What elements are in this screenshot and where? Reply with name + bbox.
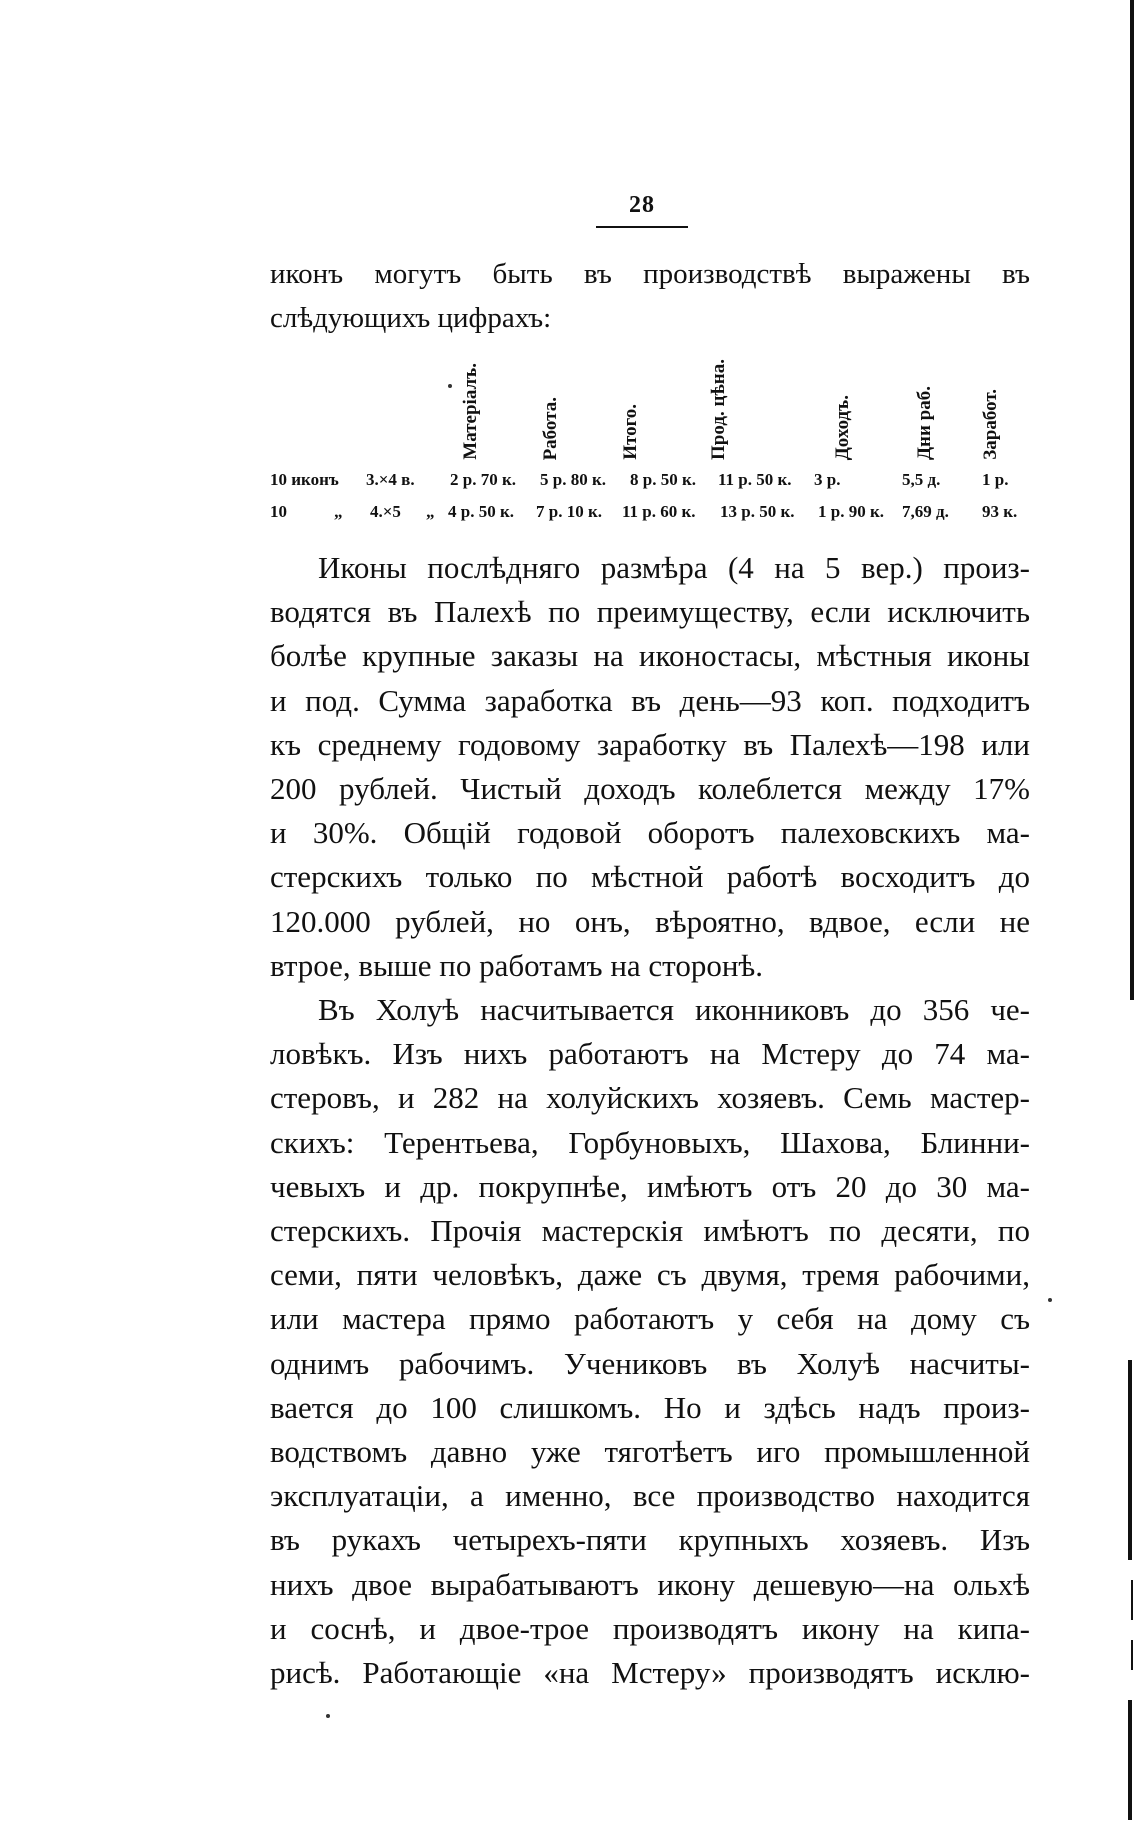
scan-edge-line <box>1131 1640 1133 1670</box>
body-line: къ среднему годовому заработку въ Палехѣ—198 или <box>270 726 1030 762</box>
page-number: 28 <box>629 192 655 218</box>
body-line: вается до 100 слишкомъ. Но и здѣсь надъ произ- <box>270 1389 1030 1425</box>
column-header-work: Работа. <box>540 396 561 460</box>
row-income: 3 р. <box>814 470 841 489</box>
body-line: ловѣкъ. Изъ нихъ работаютъ на Мстеру до 74 ма- <box>270 1036 1030 1072</box>
column-header-material: Матеріалъ. <box>460 363 481 460</box>
body-line: однимъ рабочимъ. Учениковъ въ Холуѣ насчиты- <box>270 1345 1030 1381</box>
row-total: 11 р. 60 к. <box>622 502 696 521</box>
body-line: эксплуатаціи, а именно, все производство находится <box>270 1478 1030 1514</box>
body-line: водятся въ Палехѣ по преимуществу, если исключить <box>270 594 1030 630</box>
row-work: 7 р. 10 к. <box>536 502 602 521</box>
table-row <box>270 470 1040 500</box>
row-ditto: „ <box>426 502 435 521</box>
column-header-price: Прод. цѣна. <box>708 359 729 460</box>
body-paragraphs <box>270 546 1030 1695</box>
body-line: Въ Холуѣ насчитывается иконниковъ до 356 че- <box>318 992 1030 1028</box>
column-header-earnings: Заработ. <box>980 389 1001 460</box>
body-line: и соснѣ, и двое-трое производятъ икону на кипа- <box>270 1610 1030 1646</box>
row-work: 5 р. 80 к. <box>540 470 606 489</box>
body-line: Иконы послѣдняго размѣра (4 на 5 вер.) произ- <box>318 550 1030 585</box>
body-line: втрое, выше по работамъ на сторонѣ. <box>270 947 763 983</box>
scan-edge-line <box>1131 1580 1133 1620</box>
body-line: стерскихъ. Прочія мастерскія имѣютъ по десяти, по <box>270 1213 1030 1249</box>
stray-dot <box>326 1714 330 1718</box>
body-line: въ рукахъ четырехъ-пяти крупныхъ хозяевъ. Изъ <box>270 1522 1030 1558</box>
intro-line: иконъ могутъ быть въ производствѣ выражены въ <box>270 258 1030 290</box>
body-line: 200 рублей. Чистый доходъ колеблется между 17% <box>270 771 1030 807</box>
column-header-total: Итого. <box>620 404 641 460</box>
body-line: нихъ двое вырабатываютъ икону дешевую—на ольхѣ <box>270 1566 1030 1602</box>
row-income: 1 р. 90 к. <box>818 502 884 521</box>
column-header-income: Доходъ. <box>832 394 853 460</box>
row-days: 7,69 д. <box>902 502 949 521</box>
column-header-days: Дни раб. <box>914 385 935 460</box>
row-earnings: 1 р. <box>982 470 1009 489</box>
stray-dot <box>1048 1298 1052 1302</box>
scan-edge-line <box>1130 0 1134 1000</box>
row-size: 4.×5 <box>370 502 401 521</box>
row-label: 10 <box>270 502 287 521</box>
body-line: водствомъ давно уже тяготѣетъ иго промышленной <box>270 1434 1030 1470</box>
table-column-headers <box>440 340 1040 460</box>
row-earnings: 93 к. <box>982 502 1018 521</box>
row-material: 2 р. 70 к. <box>450 470 516 489</box>
stray-dot <box>448 384 452 388</box>
row-material: 4 р. 50 к. <box>448 502 514 521</box>
row-total: 8 р. 50 к. <box>630 470 696 489</box>
scan-edge-line <box>1128 1700 1132 1820</box>
body-line: или мастера прямо работаютъ у себя на дому съ <box>270 1301 1030 1337</box>
row-days: 5,5 д. <box>902 470 941 489</box>
row-price: 11 р. 50 к. <box>718 470 792 489</box>
body-line: и под. Сумма заработка въ день—93 коп. подходитъ <box>270 682 1030 718</box>
intro-line: слѣдующихъ цифрахъ: <box>270 302 552 334</box>
page-number-rule <box>596 226 688 228</box>
body-line: стерскихъ только по мѣстной работѣ восходитъ до <box>270 859 1030 895</box>
intro-paragraph <box>270 252 1030 340</box>
body-line: стеровъ, и 282 на холуйскихъ хозяевъ. Семь мастер- <box>270 1080 1030 1116</box>
body-line: семи, пяти человѣкъ, даже съ двумя, тремя рабочими, <box>270 1257 1030 1293</box>
body-line: 120.000 рублей, но онъ, вѣроятно, вдвое, если не <box>270 903 1030 939</box>
row-label: 10 иконъ <box>270 470 339 489</box>
row-price: 13 р. 50 к. <box>720 502 795 521</box>
body-line: скихъ: Терентьева, Горбуновыхъ, Шахова, Блинни- <box>270 1124 1030 1160</box>
table-row <box>270 502 1040 532</box>
scan-edge-line <box>1128 1360 1132 1560</box>
body-line: болѣе крупные заказы на иконостасы, мѣстныя иконы <box>270 638 1030 674</box>
row-ditto: „ <box>334 502 343 521</box>
row-size: 3.×4 в. <box>366 470 415 489</box>
body-line: рисѣ. Работающіе «на Мстеру» производятъ исклю- <box>270 1655 1030 1691</box>
body-line: чевыхъ и др. покрупнѣе, имѣютъ отъ 20 до 30 ма- <box>270 1168 1030 1204</box>
body-line: и 30%. Общій годовой оборотъ палеховскихъ ма- <box>270 815 1030 851</box>
